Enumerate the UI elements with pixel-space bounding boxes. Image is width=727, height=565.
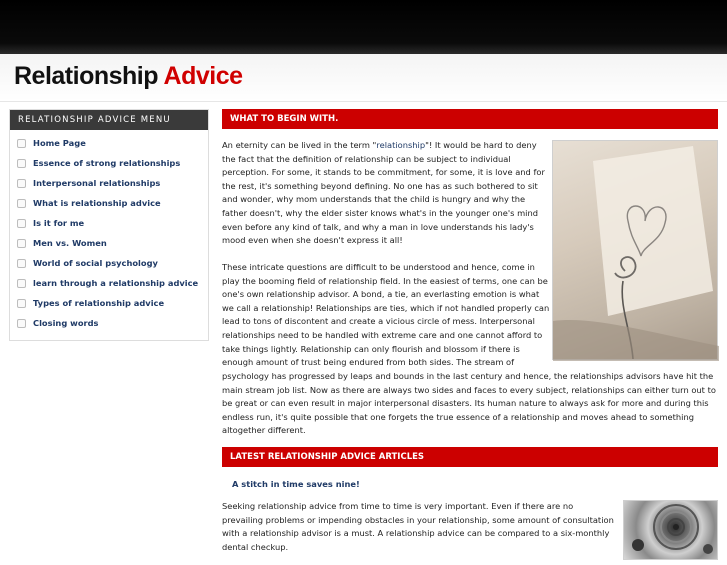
sidebar-title: RELATIONSHIP ADVICE MENU: [10, 110, 208, 130]
intro-text-end: "! It would be hard to deny the fact that the definition of relationship can be subject to individual perception. For some, it stands to be commitment, for some, it is love and for the rest, it's something beyond defining. No one has as such bothered to sit and wonder, why mom understands that the child is hungry and why the father doesn't, why the elder sister knows what's in the younger one's mind even before any kind of talk, and why a man in love understands his lady's mood even when she doesn't express it all!: [222, 140, 545, 246]
section-title-latest-articles: LATEST RELATIONSHIP ADVICE ARTICLES: [222, 447, 718, 467]
sidebar-item-is-it-for-me[interactable]: [10, 213, 208, 233]
site-logo[interactable]: [14, 61, 243, 91]
heart-wire-photo: [552, 140, 718, 360]
logo-word-relationship: Relationship: [14, 62, 159, 90]
second-paragraph-upper: These intricate questions are difficult to be understood and hence, come in play the booming field of relationship field. In the easiest of terms, one can be one's own relationship advisor. A bond, a tie, an everlasting emotion is what we call a relationship! Relationships are ties, which if not handled properly can lead to tons of discontent and create a vicious circle of mess. Interpersonal relationships need to be handled with extreme care and one cannot afford to take things lightly. Relationship can only flourish and blossom if there is enough amount of trust being endured from both sides. The stream of: [222, 262, 550, 368]
intro-paragraph: [222, 139, 550, 248]
second-paragraph-lower: psychology has progressed by leaps and bounds in the last century and hence, the relationships advisors have hit the main stream job list. Now as there are always two sides and faces to every subject, relationships can either turn out to be great or can even result in major interpersonal disasters. Its human nature to always ask for more and during this endless run, it's quite possible that one forgets the true essence of a relationship and moves ahead to something altogether different.: [222, 371, 716, 436]
sidebar-item-what-is[interactable]: [10, 193, 208, 213]
sidebar-item-label: Men vs. Women: [33, 238, 107, 248]
spiral-image: [624, 501, 719, 561]
sidebar-item-home-page[interactable]: [10, 133, 208, 153]
sidebar-item-interpersonal[interactable]: [10, 173, 208, 193]
bullet-box-icon: [17, 319, 26, 328]
main-content: [222, 109, 718, 552]
bullet-box-icon: [17, 279, 26, 288]
section-title-what-to-begin: WHAT TO BEGIN WITH.: [222, 109, 718, 129]
sidebar-item-closing-words[interactable]: [10, 313, 208, 333]
intro-text-start: An eternity can be lived in the term ": [222, 140, 377, 150]
spiral-photo: [623, 500, 718, 560]
bullet-box-icon: [17, 179, 26, 188]
article-excerpt: Seeking relationship advice from time to time is very important. Even if there are no prevailing problems or impending obstacles in your relationship, some amount of consultation with a relationship advisor is a must. A relationship advice can be compared to a six-monthly dental checkup.: [222, 501, 614, 552]
sidebar-item-essence[interactable]: [10, 153, 208, 173]
top-black-banner: [0, 0, 727, 54]
sidebar-item-label: Home Page: [33, 138, 86, 148]
sidebar-item-label: learn through a relationship advice: [33, 278, 199, 288]
sidebar-menu: [9, 109, 209, 341]
logo-word-advice: Advice: [163, 62, 243, 90]
sidebar-item-social-psychology[interactable]: [10, 253, 208, 273]
sidebar-item-label: Types of relationship advice: [33, 298, 165, 308]
sidebar-item-men-vs-women[interactable]: [10, 233, 208, 253]
sidebar-item-learn-through[interactable]: [10, 273, 208, 293]
bullet-box-icon: [17, 299, 26, 308]
bullet-box-icon: [17, 199, 26, 208]
sidebar-item-label: Closing words: [33, 318, 99, 328]
relationship-keyword-link[interactable]: relationship: [376, 140, 426, 150]
bullet-box-icon: [17, 139, 26, 148]
bullet-box-icon: [17, 239, 26, 248]
sidebar-item-label: Essence of strong relationships: [33, 158, 181, 168]
sidebar-item-label: What is relationship advice: [33, 198, 161, 208]
article-title-link[interactable]: A stitch in time saves nine!: [232, 479, 360, 489]
sidebar-item-label: World of social psychology: [33, 258, 158, 268]
bullet-box-icon: [17, 219, 26, 228]
sidebar-menu-list: [10, 130, 208, 333]
heart-wire-image: [553, 141, 719, 361]
bullet-box-icon: [17, 159, 26, 168]
bullet-box-icon: [17, 259, 26, 268]
sidebar-item-types[interactable]: [10, 293, 208, 313]
sidebar-item-label: Interpersonal relationships: [33, 178, 161, 188]
sidebar-item-label: Is it for me: [33, 218, 85, 228]
